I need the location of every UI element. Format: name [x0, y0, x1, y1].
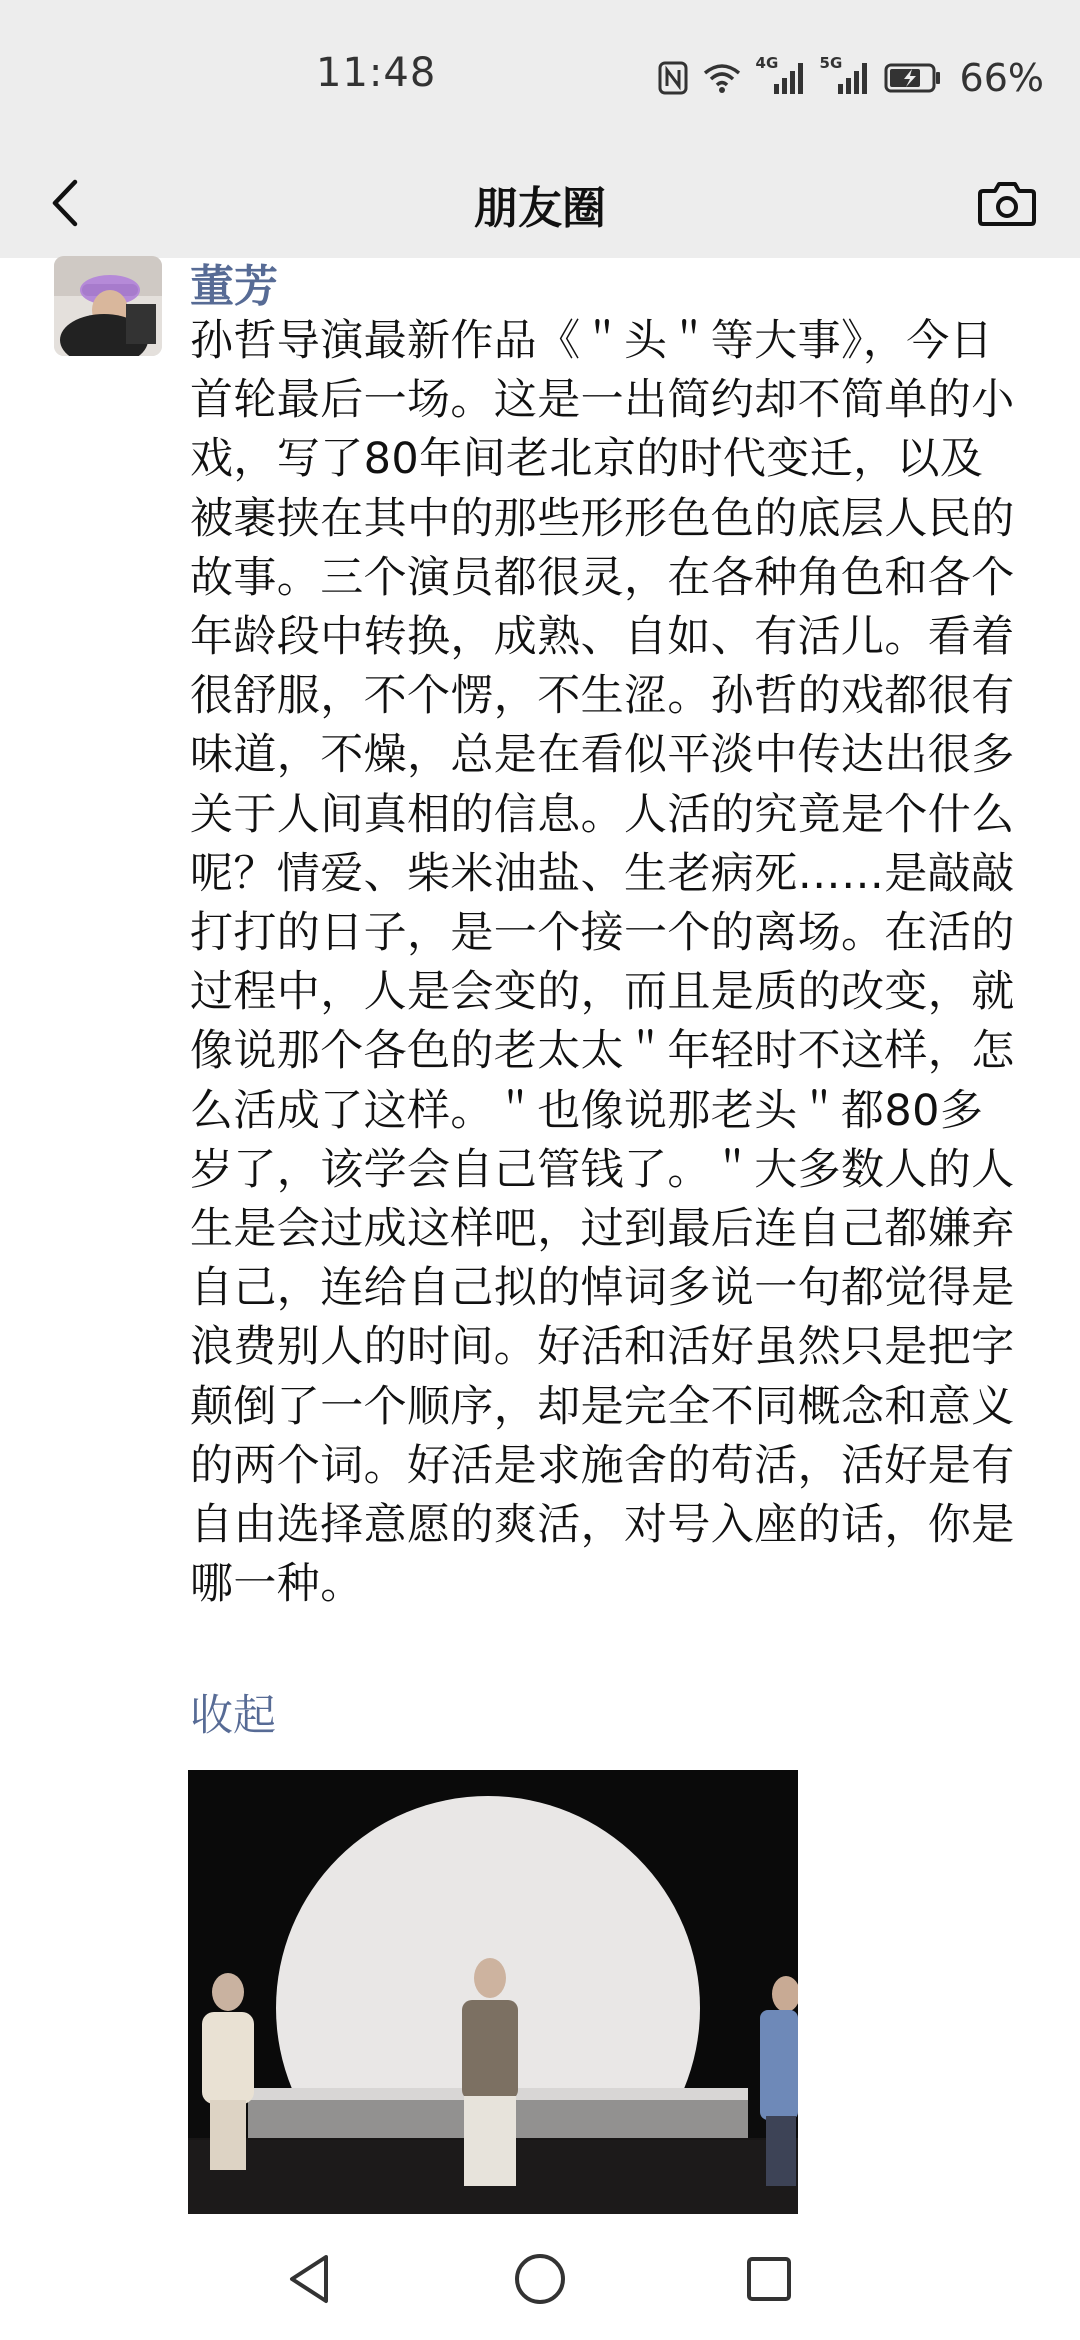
nav-back-triangle-icon — [284, 2251, 334, 2307]
post-author[interactable]: 董芳 — [190, 261, 278, 312]
nav-bar — [0, 148, 1080, 258]
nav-home-circle-icon — [512, 2251, 568, 2307]
collapse-link[interactable]: 收起 — [190, 1691, 276, 1741]
camera-button[interactable] — [970, 170, 1044, 236]
nav-back-button[interactable] — [274, 2244, 344, 2314]
nav-recents-button[interactable] — [734, 2244, 804, 2314]
system-nav-bar — [0, 2214, 1080, 2340]
wifi-icon — [702, 62, 742, 94]
signal-5g-icon — [819, 54, 870, 96]
status-icons — [658, 56, 1044, 100]
camera-icon — [977, 179, 1037, 227]
network-label-4g: 4G — [755, 54, 779, 72]
nfc-icon — [658, 61, 688, 95]
post-text: 孙哲导演最新作品《＂头＂等大事》，今日首轮最后一场。这是一出简约却不简单的小戏，写了80年间老北京的时代变迁，以及被裹挟在其中的那些形形色色的底层人民的故事。三个演员都很灵，在各种角色和各个年龄段中转换，成熟、自如、有活儿。看着很舒服，不个愣，不生涩。孙哲的戏都很有味道，不燥，总是在看似平淡中传达出很多关于人间真相的信息。人活的究竟是个什么呢？情爱、柴米油盐、生老病死……是敲敲打打的日子，是一个接一个的离场。在活的过程中，人是会变的，而且是质的改变，就像说那个各色的老太太＂年轻时不这样，怎么活成了这样。＂也像说那老头＂都80多岁了，该学会自己管钱了。＂大多数人的人生是会过成这样吧，过到最后连自己都嫌弃自己，连给自己拟的悼词多说一句都觉得是浪费别人的时间。好活和活好虽然只是把字颠倒了一个顺序，却是完全不同概念和意义的两个词。好活是求施舍的苟活，活好是有自由选择意愿的爽活，对号入座的话，你是哪一种。 — [190, 316, 1015, 1610]
battery-percent: 66% — [959, 56, 1044, 100]
nav-recents-square-icon — [744, 2254, 794, 2304]
avatar[interactable] — [54, 256, 162, 356]
nav-home-button[interactable] — [505, 2244, 575, 2314]
post-photo[interactable] — [188, 1770, 798, 2214]
status-time: 11:48 — [316, 50, 437, 96]
battery-icon — [884, 63, 942, 93]
network-label-5g: 5G — [819, 54, 843, 72]
signal-4g-icon — [755, 54, 806, 96]
status-bar — [0, 0, 1080, 148]
page-title: 朋友圈 — [474, 183, 606, 234]
